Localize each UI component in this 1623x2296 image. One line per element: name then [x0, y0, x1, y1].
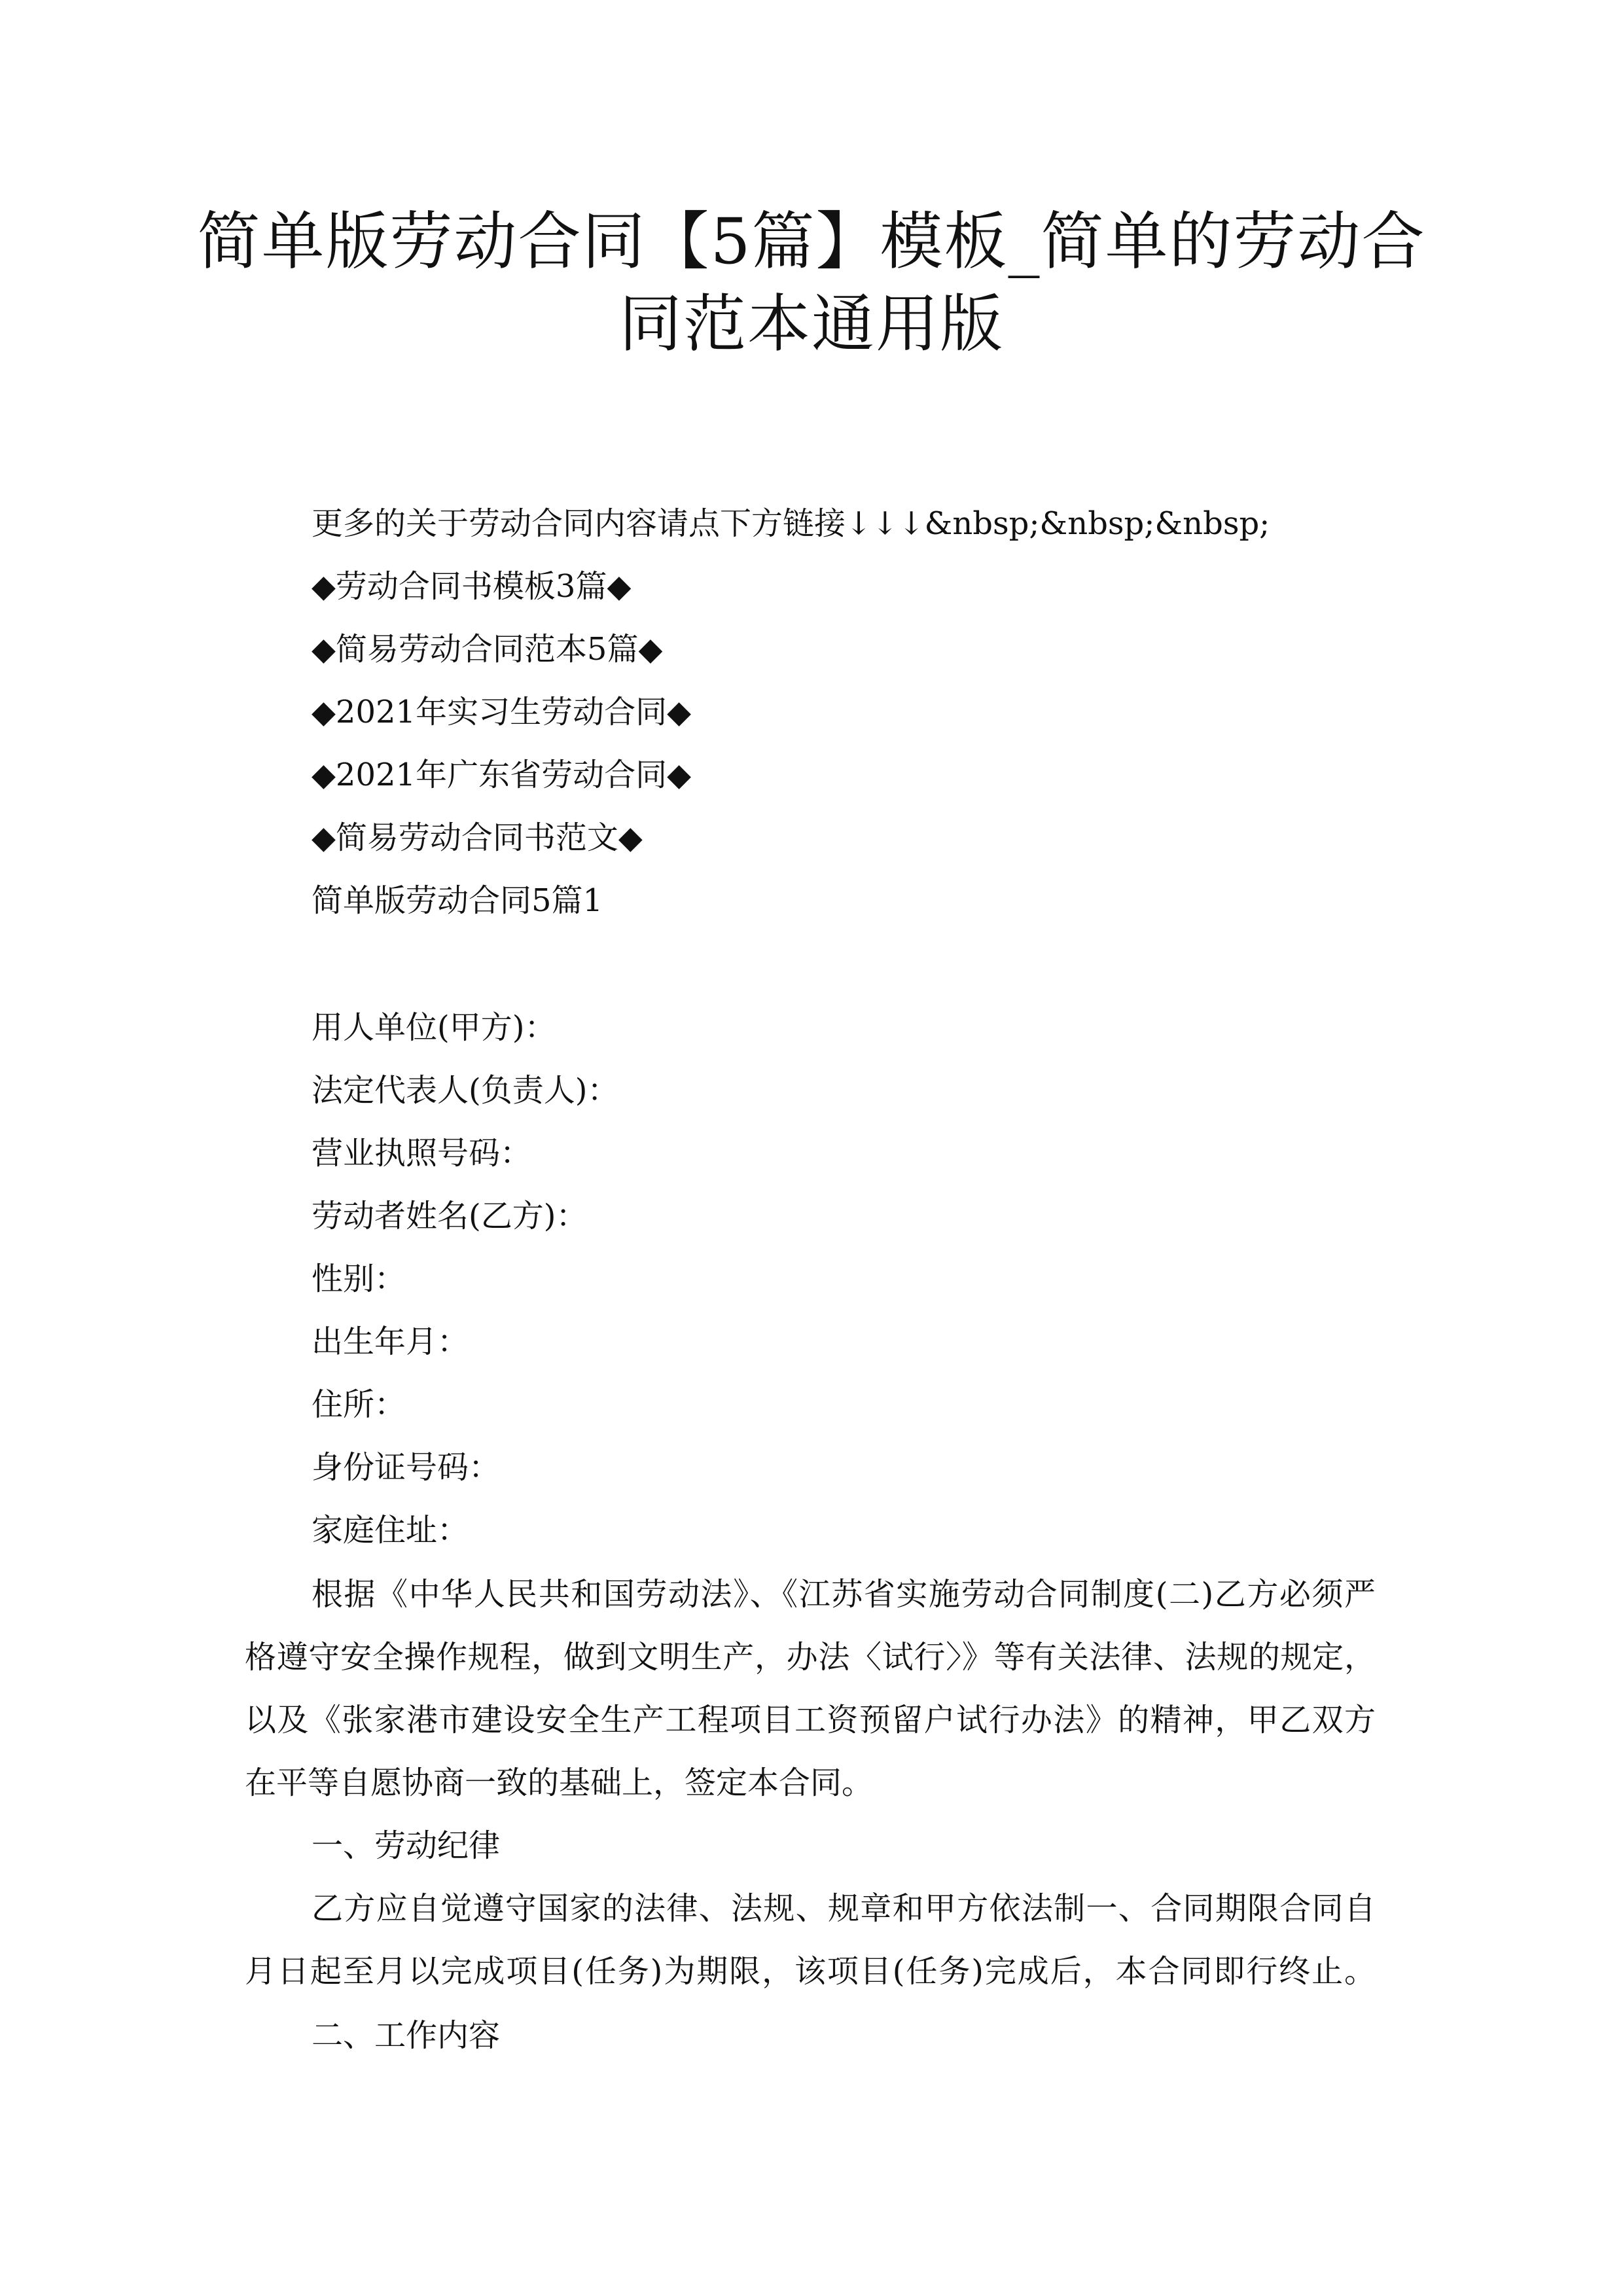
clause-heading: 一、劳动纪律: [312, 1827, 501, 1864]
section-heading: 简单版劳动合同5篇1: [312, 882, 603, 919]
field-label: 法定代表人(负责人)：: [312, 1072, 619, 1109]
intro-text: 更多的关于劳动合同内容请点下方链接↓↓↓&nbsp;&nbsp;&nbsp;: [312, 505, 1270, 542]
paragraph-line: 格遵守安全操作规程，做到文明生产，办法〈试行〉》等有关法律、法规的规定，: [245, 1639, 1376, 1676]
document-title-line-1: 简单版劳动合同【5篇】模板_简单的劳动合: [197, 205, 1426, 278]
field-label: 住所：: [312, 1386, 406, 1423]
link-item[interactable]: ◆简易劳动合同范本5篇◆: [312, 631, 663, 668]
paragraph-line: 根据《中华人民共和国劳动法》、《江苏省实施劳动合同制度(二)乙方必须严: [312, 1576, 1376, 1613]
paragraph-line: 月日起至月以完成项目(任务)为期限，该项目(任务)完成后，本合同即行终止。: [245, 1953, 1376, 1990]
paragraph-line: 以及《张家港市建设安全生产工程项目工资预留户试行办法》的精神，甲乙双方: [245, 1702, 1376, 1738]
link-item[interactable]: ◆简易劳动合同书范文◆: [312, 819, 643, 856]
link-item[interactable]: ◆劳动合同书模板3篇◆: [312, 568, 632, 605]
field-label: 家庭住址：: [312, 1512, 469, 1549]
field-label: 身份证号码：: [312, 1449, 501, 1486]
paragraph-line: 乙方应自觉遵守国家的法律、法规、规章和甲方依法制一、合同期限合同自: [312, 1890, 1376, 1927]
paragraph-line: 在平等自愿协商一致的基础上，签定本合同。: [245, 1765, 874, 1801]
field-label: 出生年月：: [312, 1323, 469, 1360]
clause-heading: 二、工作内容: [312, 2017, 501, 2054]
field-label: 劳动者姓名(乙方)：: [312, 1198, 588, 1234]
document-title-line-2: 同范本通用版: [619, 287, 1004, 361]
field-label: 性别：: [312, 1261, 406, 1297]
link-item[interactable]: ◆2021年广东省劳动合同◆: [312, 757, 691, 793]
field-label: 营业执照号码：: [312, 1135, 532, 1172]
link-item[interactable]: ◆2021年实习生劳动合同◆: [312, 694, 691, 730]
field-label: 用人单位(甲方)：: [312, 1009, 556, 1046]
